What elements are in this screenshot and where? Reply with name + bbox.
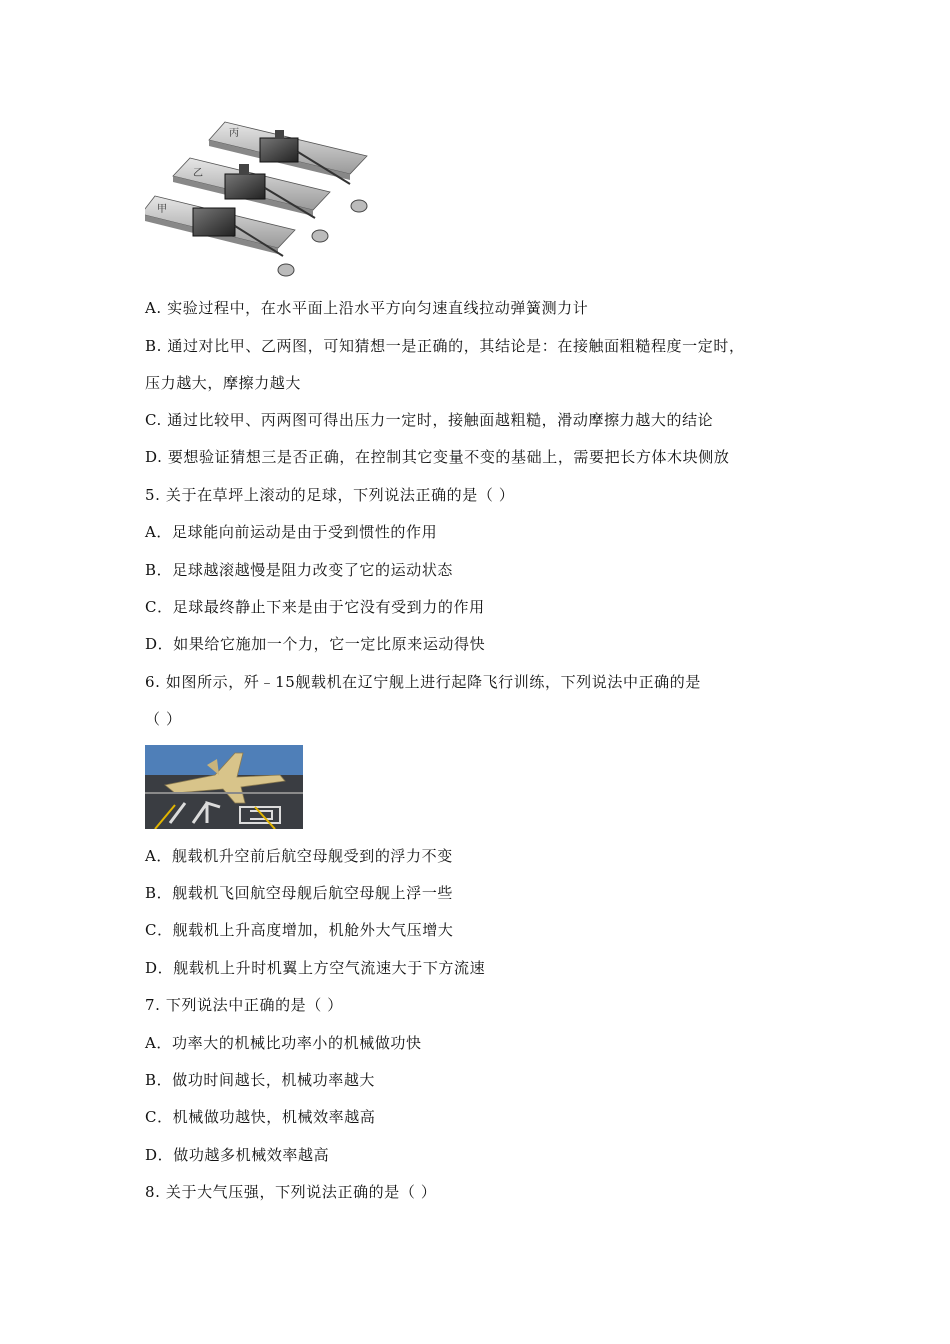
q4-option-a: A. 实验过程中，在水平面上沿水平方向匀速直线拉动弹簧测力计 (145, 299, 589, 317)
q7-option-a: A．功率大的机械比功率小的机械做功快 (145, 1034, 422, 1052)
q5-option-d: D．如果给它施加一个力，它一定比原来运动得快 (145, 635, 486, 653)
q4-option-c: C. 通过比较甲、丙两图可得出压力一定时，接触面越粗糙，滑动摩擦力越大的结论 (145, 411, 714, 429)
q6-option-b: B．舰载机飞回航空母舰后航空母舰上浮一些 (145, 884, 454, 902)
q6-option-a: A．舰载机升空前后航空母舰受到的浮力不变 (145, 847, 453, 865)
label-yi: 乙 (193, 168, 203, 179)
q6-stem-cont: （ ） (145, 710, 182, 728)
q5-option-c: C．足球最终静止下来是由于它没有受到力的作用 (145, 598, 485, 616)
label-bing: 丙 (229, 128, 239, 139)
q4-option-b: B. 通过对比甲、乙两图，可知猜想一是正确的，其结论是：在接触面粗糙程度一定时， (145, 337, 745, 355)
q6-option-d: D．舰载机上升时机翼上方空气流速大于下方流速 (145, 959, 486, 977)
q7-option-c: C．机械做功越快，机械效率越高 (145, 1108, 376, 1126)
q7-option-b: B．做功时间越长，机械功率越大 (145, 1071, 376, 1089)
q5-option-a: A．足球能向前运动是由于受到惯性的作用 (145, 523, 438, 541)
q6-option-c: C．舰载机上升高度增加，机舱外大气压增大 (145, 921, 454, 939)
q5-option-b: B．足球越滚越慢是阻力改变了它的运动状态 (145, 561, 454, 579)
q8-stem: 8. 关于大气压强，下列说法正确的是（ ） (145, 1183, 437, 1201)
q4-option-d: D. 要想验证猜想三是否正确，在控制其它变量不变的基础上，需要把长方体木块侧放 (145, 448, 730, 466)
q6-stem: 6. 如图所示，歼﹣15舰载机在辽宁舰上进行起降飞行训练，下列说法中正确的是 (145, 673, 701, 691)
friction-experiment-figure (145, 118, 380, 288)
carrier-jet-photo (145, 745, 303, 829)
setup-jia (145, 196, 295, 276)
q7-stem: 7. 下列说法中正确的是（ ） (145, 996, 343, 1014)
q7-option-d: D．做功越多机械效率越高 (145, 1146, 330, 1164)
label-jia: 甲 (157, 204, 167, 215)
q5-stem: 5. 关于在草坪上滚动的足球，下列说法正确的是（ ） (145, 486, 515, 504)
q4-option-b-cont: 压力越大，摩擦力越大 (145, 374, 302, 392)
